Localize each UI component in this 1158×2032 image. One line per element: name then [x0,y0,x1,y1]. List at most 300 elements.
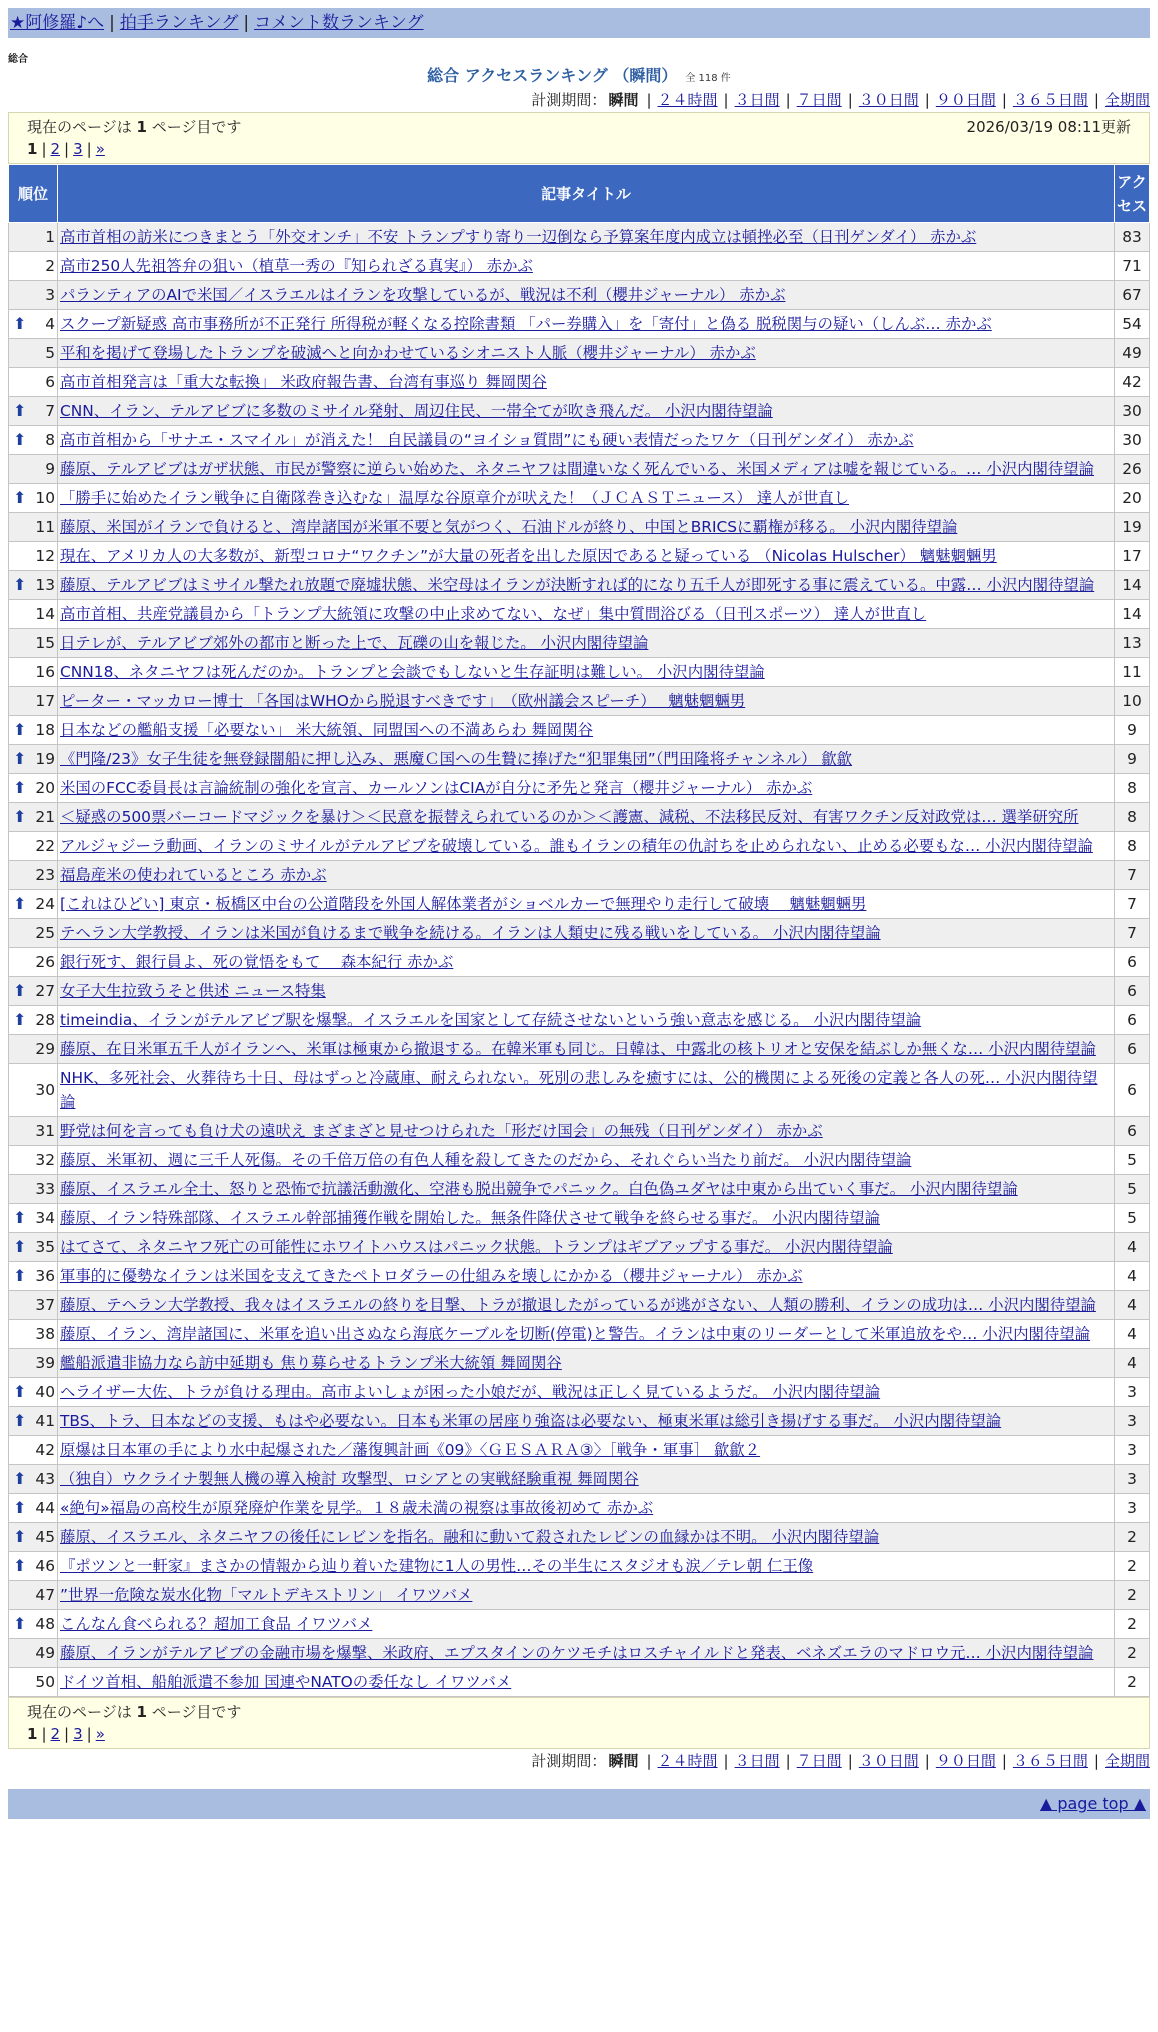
access-count: 2 [1115,1552,1150,1581]
rank-number: 48 [35,1615,55,1633]
period-option-link[interactable]: ３日間 [734,91,780,109]
access-count: 8 [1115,774,1150,803]
table-row [9,1035,1150,1064]
rank-cell [9,1349,58,1378]
article-title-link[interactable]: 軍事的に優勢なイランは米国を支えてきたペトロダラーの仕組みを壊しにかかる（櫻井ジャーナル） 赤かぶ [60,1267,803,1285]
title-cell [58,1064,1115,1117]
section-label: 総合 [8,54,28,65]
table-row [9,1262,1150,1291]
title-cell [58,1552,1115,1581]
period-option-link[interactable]: ３日間 [734,1752,780,1770]
up-arrow-icon: ⬆ [13,778,27,797]
article-title-link[interactable]: 現在、アメリカ人の大多数が、新型コロナ“ワクチン”が大量の死者を出した原因であると疑っている （Nicolas Hulscher） 魑魅魍魎男 [60,547,997,565]
rank-cell [9,774,58,803]
title-cell [58,1523,1115,1552]
article-title-link[interactable]: TBS、トラ、日本などの支援、もはや必要ない。日本も米軍の居座り強盗は必要ない、極東米軍は総引き揚げする事だ。 小沢内閣待望論 [60,1412,1002,1430]
access-count: 2 [1115,1668,1150,1697]
up-arrow-icon: ⬆ [13,575,27,594]
rank-number: 7 [45,402,55,420]
title-cell [58,1349,1115,1378]
article-title-link[interactable]: [これはひどい] 東京・板橋区中台の公道階段を外国人解体業者がショベルカーで無理やり走行して破壊 魑魅魍魎男 [60,895,867,913]
rank-number: 25 [35,924,55,942]
table-row [9,397,1150,426]
current-page-prefix: 現在のページは [27,1703,137,1721]
access-count: 10 [1115,687,1150,716]
table-row [9,542,1150,571]
table-row [9,1064,1150,1117]
rank-cell [9,1117,58,1146]
article-title-link[interactable]: timeindia、イランがテルアビブ駅を爆撃。イスラエルを国家として存続させないという強い意志を感じる。 小沢内閣待望論 [60,1011,922,1029]
rank-cell [9,890,58,919]
rank-number: 46 [35,1557,55,1575]
access-count: 2 [1115,1610,1150,1639]
article-title-link[interactable]: 藤原、テルアビブはガザ状態、市民が警察に逆らい始めた、ネタニヤフは間違いなく死んでいる、米国メディアは嘘を報じている。… 小沢内閣待望論 [60,460,1095,478]
article-title-link[interactable]: はてさて、ネタニヤフ死亡の可能性にホワイトハウスはパニック状態。トランプはギブアップする事だ。 小沢内閣待望論 [60,1238,893,1256]
access-count: 26 [1115,455,1150,484]
period-separator: | [924,1752,930,1770]
rank-cell [9,658,58,687]
rank-cell [9,716,58,745]
up-arrow-icon: ⬆ [13,1527,27,1546]
total-count: 全 118 件 [685,73,731,84]
article-title-link[interactable]: 藤原、イスラエル、ネタニヤフの後任にレビンを指名。融和に動いて殺されたレビンの血縁かは不明。 小沢内閣待望論 [60,1528,880,1546]
up-arrow-icon: ⬆ [13,894,27,913]
rank-number: 8 [45,431,55,449]
access-count: 4 [1115,1349,1150,1378]
rank-number: 4 [45,315,55,333]
access-count: 14 [1115,600,1150,629]
article-title-link[interactable]: «絶句»福島の高校生が原発廃炉作業を見学。１８歳未満の視察は事故後初めて 赤かぶ [60,1499,654,1517]
rank-cell [9,310,58,339]
table-row [9,1378,1150,1407]
article-title-link[interactable]: （独自）ウクライナ製無人機の導入検討 攻撃型、ロシアとの実戦経験重視 舞岡関谷 [60,1470,639,1488]
title-cell [58,368,1115,397]
up-arrow-icon: ⬆ [13,314,27,333]
page-link[interactable]: 3 [73,1725,83,1743]
table-row [9,977,1150,1006]
period-option-link[interactable]: ９０日間 [935,1752,996,1770]
applause-ranking-link[interactable]: 拍手ランキング [119,13,239,33]
rank-cell [9,745,58,774]
rank-cell [9,1006,58,1035]
access-count: 6 [1115,1035,1150,1064]
ranking-title [8,64,1150,88]
current-page-prefix: 現在のページは [27,118,137,136]
article-title-link[interactable]: 藤原、米軍初、週に三千人死傷。その千倍万倍の有色人種を殺してきたのだから、それぐらい当たり前だ。 小沢内閣待望論 [60,1151,912,1169]
access-count: 14 [1115,571,1150,600]
rank-cell [9,252,58,281]
rank-cell [9,1465,58,1494]
period-option-link[interactable]: ７日間 [796,1752,842,1770]
article-title-link[interactable]: 藤原、イスラエル全土、怒りと恐怖で抗議活動激化、空港も脱出競争でパニック。白色偽ユダヤは中東から出ていく事だ。 小沢内閣待望論 [60,1180,1018,1198]
title-cell [58,861,1115,890]
rank-cell [9,1262,58,1291]
period-option-link[interactable]: ３０日間 [858,1752,919,1770]
current-page-suffix: ページ目です [146,1703,242,1721]
period-label: 計測期間： [531,91,607,109]
table-row [9,1639,1150,1668]
table-row [9,368,1150,397]
table-row [9,223,1150,252]
rank-number: 23 [35,866,55,884]
table-row [9,600,1150,629]
table-row [9,1233,1150,1262]
title-cell [58,310,1115,339]
article-title-link[interactable]: 銀行死す、銀行員よ、死の覚悟をもて 森本紀行 赤かぶ [60,953,454,971]
period-option-link[interactable]: ７日間 [796,91,842,109]
access-count: 3 [1115,1465,1150,1494]
page-link[interactable]: 3 [73,140,83,158]
access-count: 7 [1115,890,1150,919]
access-count: 9 [1115,745,1150,774]
page-links-row [27,1723,1131,1745]
title-cell [58,571,1115,600]
article-title-link[interactable]: 藤原、イランがテルアビブの金融市場を爆撃、米政府、エプスタインのケツモチはロスチャイルドと発表、ベネズエラのマドロウ元… 小沢内閣待望論 [60,1644,1094,1662]
title-cell [58,1610,1115,1639]
table-row [9,1610,1150,1639]
article-title-link[interactable]: 野党は何を言っても負け犬の遠吠え まざまざと見せつけられた「形だけ国会」の無残（日刊ゲンダイ） 赤かぶ [60,1122,823,1140]
access-count: 8 [1115,832,1150,861]
rank-number: 14 [35,605,55,623]
current-page-suffix: ページ目です [146,118,242,136]
rank-number: 21 [35,808,55,826]
period-separator: | [646,1752,652,1770]
up-arrow-icon: ⬆ [13,1556,27,1575]
period-option-link[interactable]: ２４時間 [657,91,718,109]
rank-number: 20 [35,779,55,797]
table-row [9,1006,1150,1035]
rank-number: 22 [35,837,55,855]
period-current: 瞬間 [608,91,639,109]
title-cell [58,426,1115,455]
next-page-link[interactable]: » [95,140,105,158]
access-count: 83 [1115,223,1150,252]
article-title-link[interactable]: ピーター・マッカロー博士 「各国はWHOから脱退すべきです」 （欧州議会スピーチ） 魑魅魍魎男 [60,692,746,710]
rank-number: 29 [35,1040,55,1058]
page-separator: | [64,140,70,158]
title-cell [58,1436,1115,1465]
article-title-link[interactable]: 藤原、テヘラン大学教授、我々はイスラエルの終りを目撃、トラが撤退したがっているが逃がさない、人類の勝利、イランの成功は… 小沢内閣待望論 [60,1296,1096,1314]
nav-separator: | [243,13,250,33]
article-title-link[interactable]: パランティアのAIで米国／イスラエルはイランを攻撃しているが、戦況は不利（櫻井ジャーナル） 赤かぶ [60,286,786,304]
title-cell [58,1639,1115,1668]
rank-cell [9,977,58,1006]
up-arrow-icon: ⬆ [13,1498,27,1517]
title-cell [58,890,1115,919]
table-row [9,774,1150,803]
table-row [9,1523,1150,1552]
article-title-link[interactable]: ヘライザー大佐、トラが負ける理由。高市よいしょが困った小娘だが、戦況は正しく見ているようだ。 小沢内閣待望論 [60,1383,881,1401]
page-separator: | [41,140,47,158]
rank-number: 3 [45,286,55,304]
rank-cell [9,484,58,513]
article-title-link[interactable]: 高市首相から「サナエ・スマイル」が消えた！ 自民議員の“ヨイショ質問”にも硬い表情だったワケ（日刊ゲンダイ） 赤かぶ [60,431,914,449]
rank-cell [9,455,58,484]
rank-number: 11 [35,518,55,536]
period-separator: | [723,91,729,109]
rank-number: 26 [35,953,55,971]
access-count: 3 [1115,1378,1150,1407]
up-arrow-icon: ⬆ [13,430,27,449]
rank-number: 35 [35,1238,55,1256]
article-title-link[interactable]: 藤原、イラン特殊部隊、イスラエル幹部捕獲作戦を開始した。無条件降伏させて戦争を終らせる事だ。 小沢内閣待望論 [60,1209,880,1227]
rank-cell [9,1552,58,1581]
title-cell [58,658,1115,687]
table-row [9,426,1150,455]
access-count: 30 [1115,426,1150,455]
current-page-number: 1 [136,1703,147,1721]
access-count: 17 [1115,542,1150,571]
up-arrow-icon: ⬆ [13,1469,27,1488]
period-current: 瞬間 [608,1752,639,1770]
period-separator: | [924,91,930,109]
article-title-link[interactable]: 藤原、テルアビブはミサイル撃たれ放題で廃墟状態、米空母はイランが決断すれば的になり五千人が即死する事に震えている。中露… 小沢内閣待望論 [60,576,1095,594]
article-title-link[interactable]: CNN18、ネタニヤフは死んだのか。トランプと会談でもしないと生存証明は難しい。 小沢内閣待望論 [60,663,765,681]
table-row [9,1494,1150,1523]
current-page-text [27,1701,241,1723]
article-title-link[interactable]: ＜疑惑の500票バーコードマジックを暴け＞＜民意を振替えられているのか＞＜護憲、減税、不法移民反対、有害ワクチン反対政党は… 選挙研究所 [60,808,1079,826]
period-separator: | [847,1752,853,1770]
rank-cell [9,1204,58,1233]
rank-number: 36 [35,1267,55,1285]
rank-number: 31 [35,1122,55,1140]
table-row [9,919,1150,948]
rank-cell [9,1175,58,1204]
home-link[interactable]: ★阿修羅♪へ [10,13,105,33]
access-count: 2 [1115,1581,1150,1610]
pager-bottom [8,1697,1150,1749]
rank-number: 2 [45,257,55,275]
period-option-link[interactable]: ９０日間 [935,91,996,109]
title-cell [58,600,1115,629]
ranking-title-text: 総合 アクセスランキング （瞬間） [427,66,678,85]
article-title-link[interactable]: CNN、イラン、テルアビブに多数のミサイル発射、周辺住民、一帯全てが吹き飛んだ。 小沢内閣待望論 [60,402,773,420]
article-title-link[interactable]: 福島産米の使われているところ 赤かぶ [60,866,327,884]
title-cell [58,397,1115,426]
article-title-link[interactable]: 藤原、米国がイランで負けると、湾岸諸国が米軍不要と気がつく、石油ドルが終り、中国とBRICSに覇権が移る。 小沢内閣待望論 [60,518,958,536]
article-title-link[interactable]: 平和を掲げて登場したトランプを破滅へと向かわせているシオニスト人脈（櫻井ジャーナル） 赤かぶ [60,344,756,362]
period-separator: | [723,1752,729,1770]
access-count: 4 [1115,1291,1150,1320]
rank-number: 10 [35,489,55,507]
article-title-link[interactable]: 日テレが、テルアビブ郊外の都市と断った上で、瓦礫の山を報じた。 小沢内閣待望論 [60,634,649,652]
article-title-link[interactable]: 藤原、在日米軍五千人がイランへ、米軍は極東から撤退する。在韓米軍も同じ。日韓は、中露北の核トリオと安保を結ぶしか無くな… 小沢内閣待望論 [60,1040,1096,1058]
article-title-link[interactable]: 高市首相発言は「重大な転換」 米政府報告書、台湾有事巡り 舞岡関谷 [60,373,547,391]
rank-cell [9,919,58,948]
table-row [9,1175,1150,1204]
rank-number: 45 [35,1528,55,1546]
rank-number: 33 [35,1180,55,1198]
period-option-link[interactable]: ３０日間 [858,91,919,109]
page-link[interactable]: 2 [50,1725,61,1743]
top-nav-bar [8,8,1150,38]
access-count: 49 [1115,339,1150,368]
access-count: 30 [1115,397,1150,426]
current-page-number: 1 [136,118,147,136]
period-separator: | [1093,91,1099,109]
table-row [9,745,1150,774]
access-count: 54 [1115,310,1150,339]
up-arrow-icon: ⬆ [13,1614,27,1633]
page-link[interactable]: 2 [50,140,61,158]
rank-cell [9,223,58,252]
period-separator: | [785,91,791,109]
table-row [9,1291,1150,1320]
title-cell [58,1407,1115,1436]
table-row [9,310,1150,339]
article-title-link[interactable]: 《門隆/23》女子生徒を無登録闇船に押し込み、悪魔Ｃ国への生贄に捧げた“犯罪集団”（門田隆将チャンネル） 歙歙 [60,750,853,768]
period-option-link[interactable]: ３６５日間 [1012,91,1088,109]
table-row [9,1349,1150,1378]
table-row [9,948,1150,977]
article-title-link[interactable]: スクープ新疑惑 高市事務所が不正発行 所得税が軽くなる控除書類 「パー券購入」を「寄付」と偽る 脱税関与の疑い（しんぶ… 赤かぶ [60,315,992,333]
up-arrow-icon: ⬆ [13,749,27,768]
title-cell [58,339,1115,368]
access-count: 3 [1115,1436,1150,1465]
access-count: 2 [1115,1639,1150,1668]
rank-cell [9,948,58,977]
up-arrow-icon: ⬆ [13,1382,27,1401]
article-title-link[interactable]: アルジャジーラ動画、イランのミサイルがテルアビブを破壊している。誰もイランの積年の仇討ちを止められない、止める必要もな… 小沢内閣待望論 [60,837,1093,855]
title-header: 記事タイトル [58,165,1115,223]
rank-cell [9,368,58,397]
access-count: 6 [1115,1117,1150,1146]
access-count: 19 [1115,513,1150,542]
title-cell [58,803,1115,832]
rank-number: 34 [35,1209,55,1227]
rank-cell [9,339,58,368]
access-count: 71 [1115,252,1150,281]
rank-header: 順位 [9,165,58,223]
next-page-link[interactable]: » [95,1725,105,1743]
access-count: 4 [1115,1262,1150,1291]
rank-number: 38 [35,1325,55,1343]
title-cell [58,1117,1115,1146]
period-option-link[interactable]: ３６５日間 [1012,1752,1088,1770]
rank-number: 39 [35,1354,55,1372]
rank-cell [9,687,58,716]
period-separator: | [785,1752,791,1770]
period-option-link[interactable]: ２４時間 [657,1752,718,1770]
article-title-link[interactable]: 原爆は日本軍の手により水中起爆された／藩復興計画《09》〈ＧＥＳＡＲＡ③〉［戦争・軍事］ 歙歙２ [60,1441,761,1459]
article-title-link[interactable]: 藤原、イラン、湾岸諸国に、米軍を追い出さぬなら海底ケーブルを切断(停電)と警告。イランは中東のリーダーとして米軍追放をや… 小沢内閣待望論 [60,1325,1091,1343]
article-title-link[interactable]: 高市首相、共産党議員から「トランプ大統領に攻撃の中止求めてない、なぜ」集中質問浴びる（日刊スポーツ） 達人が世直し [60,605,927,623]
access-count: 13 [1115,629,1150,658]
title-cell [58,281,1115,310]
rank-cell [9,861,58,890]
article-title-link[interactable]: 高市250人先祖答弁の狙い（植草一秀の『知られざる真実』） 赤かぶ [60,257,533,275]
rank-number: 50 [35,1673,55,1691]
title-cell [58,1262,1115,1291]
access-count: 3 [1115,1407,1150,1436]
rank-cell [9,832,58,861]
page-top-link[interactable]: ▲ page top ▲ [1039,1794,1146,1813]
access-count: 6 [1115,977,1150,1006]
rank-number: 43 [35,1470,55,1488]
rank-cell [9,571,58,600]
rank-cell [9,1035,58,1064]
title-cell [58,716,1115,745]
period-separator: | [1001,1752,1007,1770]
article-title-link[interactable]: こんなん食べられる？超加工食品 イワツバメ [60,1615,373,1633]
period-option-link[interactable]: 全期間 [1104,1752,1150,1770]
bottom-bar [8,1789,1150,1819]
table-row [9,1436,1150,1465]
table-row [9,658,1150,687]
table-row [9,629,1150,658]
title-cell [58,832,1115,861]
table-row [9,455,1150,484]
rank-number: 30 [35,1081,55,1099]
article-title-link[interactable]: 米国のFCC委員長は言論統制の強化を宣言、カールソンはCIAが自分に矛先と発言（櫻井ジャーナル） 赤かぶ [60,779,813,797]
rank-number: 47 [35,1586,55,1604]
period-option-link[interactable]: 全期間 [1104,91,1150,109]
pager-info-row [27,1701,1131,1723]
table-row [9,513,1150,542]
table-row [9,484,1150,513]
rank-number: 16 [35,663,55,681]
rank-cell [9,1639,58,1668]
access-count: 6 [1115,1006,1150,1035]
access-count: 67 [1115,281,1150,310]
page-separator: | [86,1725,92,1743]
table-row [9,832,1150,861]
title-cell [58,1291,1115,1320]
up-arrow-icon: ⬆ [13,981,27,1000]
rank-cell [9,397,58,426]
title-cell [58,1465,1115,1494]
page-separator: | [64,1725,70,1743]
period-separator: | [646,91,652,109]
article-title-link[interactable]: ”世界一危険な炭水化物「マルトデキストリン」 イワツバメ [60,1586,473,1604]
rank-cell [9,1233,58,1262]
article-title-link[interactable]: 『ポツンと一軒家』まさかの情報から辿り着いた建物に1人の男性…その半生にスタジオも涙／テレ朝 仁王像 [60,1557,814,1575]
rank-cell [9,1610,58,1639]
period-separator: | [1093,1752,1099,1770]
table-row [9,1146,1150,1175]
article-title-link[interactable]: ドイツ首相、船舶派遣不参加 国連やNATOの委任なし イワツバメ [60,1673,512,1691]
period-label: 計測期間： [531,1752,607,1770]
rank-number: 6 [45,373,55,391]
rank-cell [9,600,58,629]
title-cell [58,629,1115,658]
title-cell [58,687,1115,716]
access-count: 3 [1115,1494,1150,1523]
rank-cell [9,1146,58,1175]
rank-cell [9,1436,58,1465]
table-row [9,687,1150,716]
comment-ranking-link[interactable]: コメント数ランキング [254,13,424,33]
article-title-link[interactable]: 「勝手に始めたイラン戦争に自衛隊巻き込むな」温厚な谷原章介が吠えた！（ＪＣＡＳＴニュース） 達人が世直し [60,489,850,507]
article-title-link[interactable]: 日本などの艦船支援「必要ない」 米大統領、同盟国への不満あらわ 舞岡関谷 [60,721,594,739]
up-arrow-icon: ⬆ [13,1010,27,1029]
access-count: 5 [1115,1175,1150,1204]
title-cell [58,1233,1115,1262]
article-title-link[interactable]: 女子大生拉致うそと供述 ニュース特集 [60,982,326,1000]
article-title-link[interactable]: 艦船派遣非協力なら訪中延期も 焦り募らせるトランプ米大統領 舞岡関谷 [60,1354,562,1372]
access-count: 5 [1115,1146,1150,1175]
page-links-row [27,138,1131,160]
table-row [9,1407,1150,1436]
article-title-link[interactable]: NHK、多死社会、火葬待ち十日、母はずっと冷蔵庫、耐えられない。死別の悲しみを癒すには、公的機関による死後の定義と各人の死… 小沢内閣待望論 [60,1069,1098,1111]
table-row [9,1320,1150,1349]
rank-cell [9,1668,58,1697]
rank-number: 5 [45,344,55,362]
table-row [9,1581,1150,1610]
article-title-link[interactable]: テヘラン大学教授、イランは米国が負けるまで戦争を続ける。イランは人類史に残る戦いをしている。 小沢内閣待望論 [60,924,881,942]
page-separator: | [41,1725,47,1743]
article-title-link[interactable]: 高市首相の訪米につきまとう「外交オンチ」不安 トランプすり寄り一辺倒なら予算案年度内成立は頓挫必至（日刊ゲンダイ） 赤かぶ [60,228,977,246]
